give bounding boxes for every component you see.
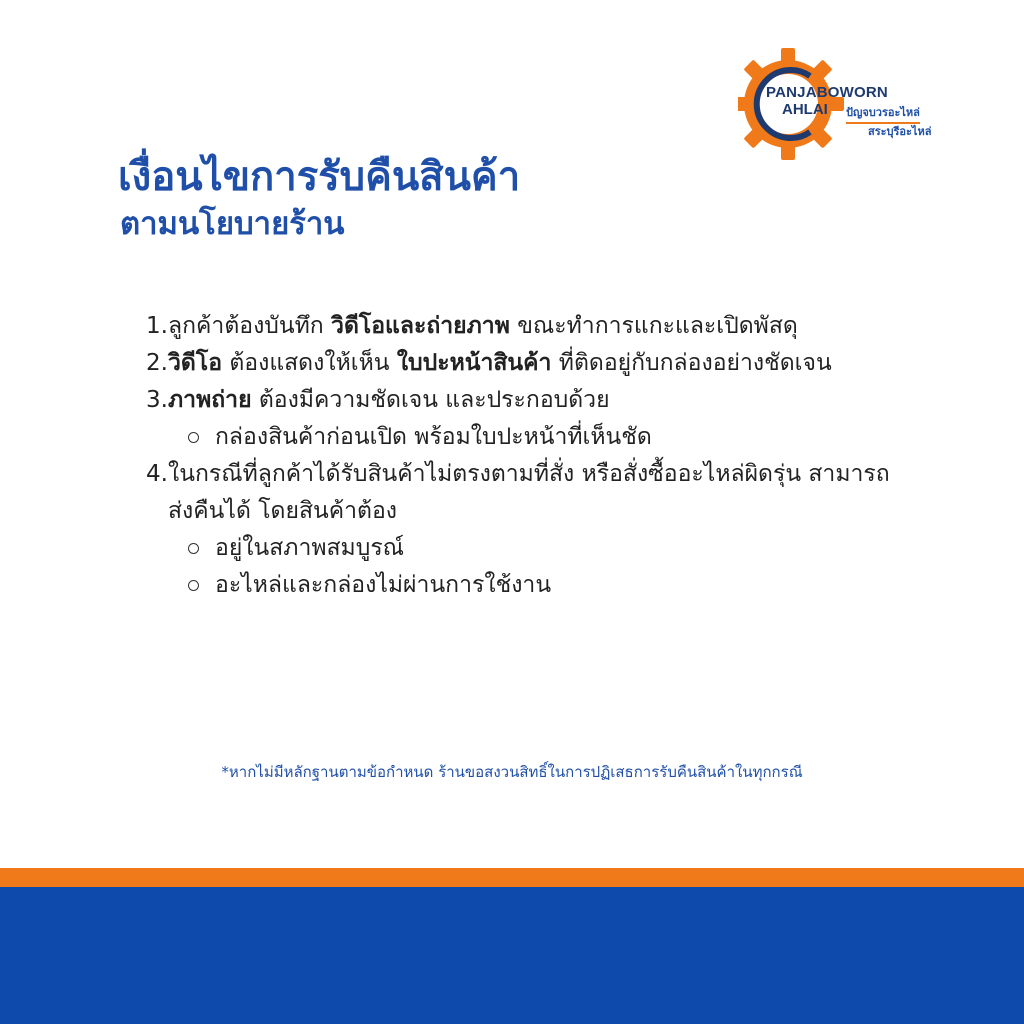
rule-text-part: ต้องแสดงให้เห็น [222,350,397,376]
circle-bullet-icon [188,580,199,591]
logo-text-line2: AHLAI [782,101,828,118]
rules-list [140,308,900,604]
subitem-text: อะไหล่และกล่องไม่ผ่านการใช้งาน [215,572,552,598]
rule-bold-text: ใบปะหน้าสินค้า [396,350,552,376]
subitem-text: อยู่ในสภาพสมบูรณ์ [215,535,405,561]
rule-number: 3. [146,387,168,413]
rule-text: ในกรณีที่ลูกค้าได้รับสินค้าไม่ตรงตามที่สั่ง หรือสั่งซื้ออะไหล่ผิดรุ่น สามารถส่งคืนได้ โดยสินค้าต้อง [168,461,890,524]
page-subtitle: ตามนโยบายร้าน [120,206,345,242]
rule-text [168,345,900,382]
rule-number: 2. [146,350,168,376]
rule-subitem [188,530,900,567]
rule-number: 1. [146,313,168,339]
rule-subitem [188,419,900,456]
rule-text-part: ลูกค้าต้องบันทึก [168,313,332,339]
logo-thai-line1: ปัญจบวรอะไหล่ [846,103,920,124]
rule-bold-text: วิดีโอและถ่ายภาพ [331,313,510,339]
rule-text-part: ที่ติดอยู่กับกล่องอย่างชัดเจน [551,350,832,376]
circle-bullet-icon [188,432,199,443]
footer-orange-stripe [0,868,1024,887]
rule-item-4 [140,456,900,530]
subitem-text: กล่องสินค้าก่อนเปิด พร้อมใบปะหน้าที่เห็นชัด [215,424,652,450]
rule-item-1 [140,308,900,345]
rule-text-part: ขณะทำการแกะและเปิดพัสดุ [509,313,798,339]
brand-logo [738,44,938,164]
rule-number: 4. [146,461,168,487]
rule-subitem [188,567,900,604]
rule-item-3 [140,382,900,419]
rule-text [168,382,900,419]
rule-bold-text: ภาพถ่าย [168,387,252,413]
footer-blue-band [0,887,1024,1024]
logo-text-line1: PANJABOWORN [766,84,888,101]
rule-text [168,308,900,345]
logo-thai-line2: สระบุรีอะไหล่ [868,125,932,138]
rule-item-2 [140,345,900,382]
circle-bullet-icon [188,543,199,554]
rule-bold-text: วิดีโอ [168,350,223,376]
disclaimer-note: *หากไม่มีหลักฐานตามข้อกำหนด ร้านขอสงวนสิทธิ์ในการปฏิเสธการรับคืนสินค้าในทุกกรณี [221,763,803,781]
page-title: เงื่อนไขการรับคืนสินค้า [118,154,521,200]
rule-text-part: ต้องมีความชัดเจน และประกอบด้วย [251,387,610,413]
